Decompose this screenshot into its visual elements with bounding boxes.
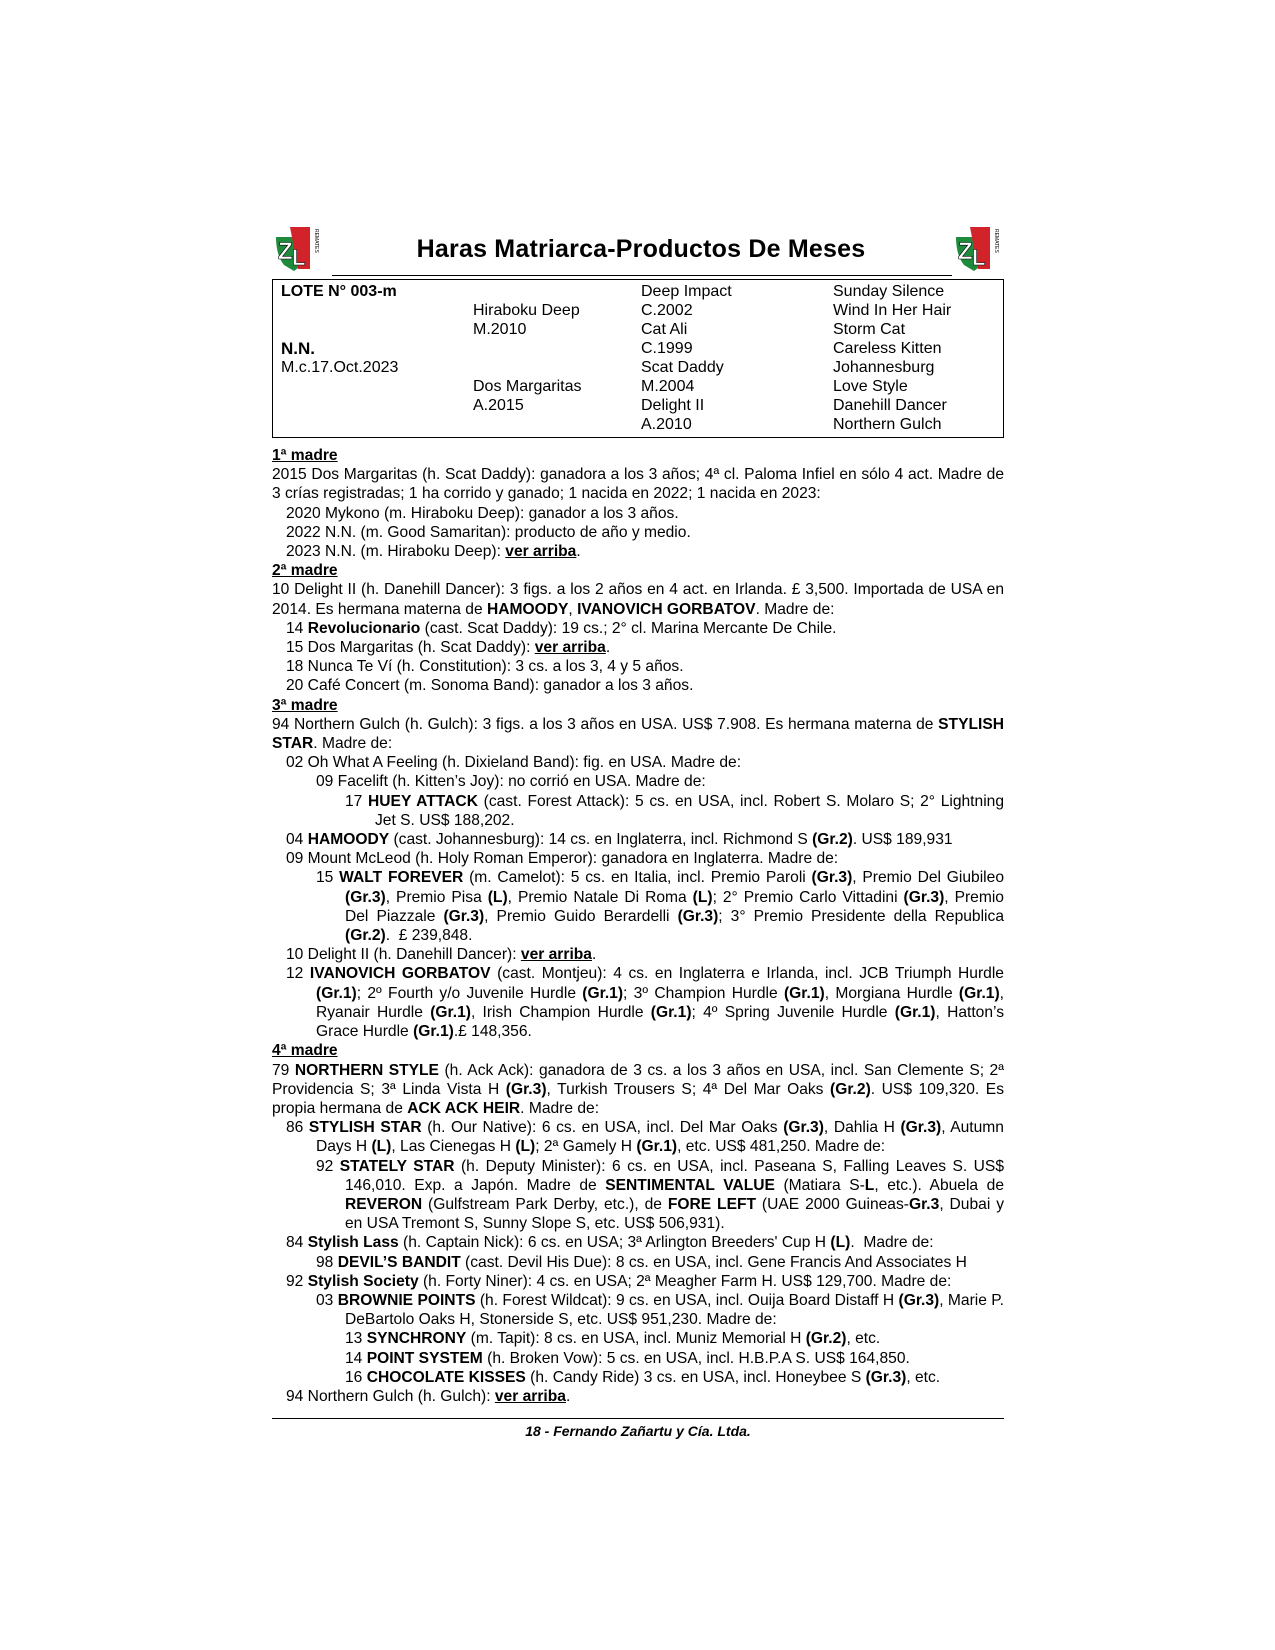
section-heading-4: 4ª madre (272, 1042, 338, 1060)
section-heading-2: 2ª madre (272, 562, 338, 580)
sire-info: M.2010 (473, 321, 527, 338)
pedigree-parents-column (473, 282, 581, 415)
list-item: 18 Nunca Te Ví (h. Constitution): 3 cs. a los 3, 4 y 5 años. (286, 658, 684, 676)
horse-name: N.N. (281, 339, 315, 358)
list-item: 14 Revolucionario (cast. Scat Daddy): 19 cs.; 2° cl. Marina Mercante De Chile. (286, 619, 837, 637)
list-item: 13 SYNCHRONY (m. Tapit): 8 cs. en USA, incl. Muniz Memorial H (Gr.2), etc. (345, 1330, 881, 1348)
list-item: 84 Stylish Lass (h. Captain Nick): 6 cs. en USA; 3ª Arlington Breeders' Cup H (L). Madre de: (286, 1234, 934, 1252)
sire-name: Hiraboku Deep (473, 302, 580, 319)
dam-info: A.2015 (473, 397, 524, 414)
zl-remates-logo (272, 225, 324, 273)
list-item: 16 CHOCOLATE KISSES (h. Candy Ride) 3 cs. en USA, incl. Honeybee S (Gr.3), etc. (345, 1368, 941, 1386)
section-heading-3: 3ª madre (272, 696, 338, 714)
lot-number: LOTE N° 003-m (281, 283, 397, 300)
ggp-4: Careless Kitten (833, 340, 942, 357)
grandsire-1: Deep Impact (641, 283, 732, 300)
list-item: 2020 Mykono (m. Hiraboku Deep): ganador a los 3 años. (286, 504, 679, 522)
list-item: 09 Mount McLeod (h. Holy Roman Emperor): ganadora en Inglaterra. Madre de: (286, 850, 839, 868)
ver-arriba-link[interactable]: ver arriba (494, 1387, 566, 1405)
list-item: 94 Northern Gulch (h. Gulch): ver arriba. (286, 1387, 571, 1405)
list-item: 04 HAMOODY (cast. Johannesburg): 14 cs. en Inglaterra, incl. Richmond S (Gr.2). US$ 189,931 (286, 831, 953, 849)
grandsire-2-info: M.2004 (641, 378, 695, 395)
svg-text:REMATES: REMATES (993, 229, 999, 253)
page-footer: 18 - Fernando Zañartu y Cía. Ltda. (525, 1423, 751, 1440)
footer-divider (272, 1418, 1004, 1419)
list-item: 92 STATELY STAR (h. Deputy Minister): 6 cs. en USA, incl. Paseana S, Falling Leaves S. US$ 146,010. Exp. a Japón. Madre de SENTIMENTAL VALUE (Matiara S-L, etc.). Abuela de REVERON (Gulfstream Park Derby, etc.), de FORE LEFT (UAE 2000 Guineas-Gr.3, Dubai y en USA Tremont S, Sunny Slope S, etc. US$ 506,931). (316, 1157, 1004, 1233)
grandsire-2: Scat Daddy (641, 359, 724, 376)
svg-text:REMATES: REMATES (313, 229, 319, 253)
list-item: 09 Facelift (h. Kitten’s Joy): no corrió en USA. Madre de: (316, 773, 706, 791)
granddam-2-info: A.2010 (641, 416, 692, 433)
list-item: 14 POINT SYSTEM (h. Broken Vow): 5 cs. en USA, incl. H.B.P.A S. US$ 164,850. (345, 1349, 910, 1367)
grandsire-1-info: C.2002 (641, 302, 693, 319)
ggp-5: Johannesburg (833, 359, 935, 376)
granddam-2: Delight II (641, 397, 705, 414)
page-title: Haras Matriarca-Productos De Meses (416, 235, 866, 263)
ver-arriba-link[interactable]: ver arriba (505, 543, 577, 561)
dam-name: Dos Margaritas (473, 378, 582, 395)
pedigree-box (272, 279, 1004, 438)
list-item: 2022 N.N. (m. Good Samaritan): producto de año y medio. (286, 523, 691, 541)
horse-info: M.c.17.Oct.2023 (281, 359, 399, 376)
pedigree-grandparents-column (641, 282, 732, 434)
list-item: 03 BROWNIE POINTS (h. Forest Wildcat): 9 cs. en USA, incl. Ouija Board Distaff H (Gr.3), Marie P. DeBartolo Oaks H, Stonerside S, etc. US$ 951,230. Madre de: (316, 1291, 1005, 1329)
granddam-1: Cat Ali (641, 321, 688, 338)
svg-text:Z: Z (278, 238, 293, 265)
pedigree-horse-column (281, 282, 398, 377)
granddam-1-info: C.1999 (641, 340, 693, 357)
list-item: 20 Café Concert (m. Sonoma Band): ganador a los 3 años. (286, 677, 694, 695)
svg-text:L: L (972, 245, 986, 270)
ggp-2: Wind In Her Hair (833, 302, 952, 319)
ggp-8: Northern Gulch (833, 416, 942, 433)
list-item: 92 Stylish Society (h. Forty Niner): 4 cs. en USA; 2ª Meagher Farm H. US$ 129,700. Madre de: (286, 1272, 952, 1290)
ggp-7: Danehill Dancer (833, 397, 947, 414)
dam-line-text (272, 446, 1004, 1406)
paragraph: 79 NORTHERN STYLE (h. Ack Ack): ganadora de 3 cs. a los 3 años en USA, incl. San Clemente S; 2ª Providencia S; 3ª Linda Vista H (Gr.3), Turkish Trousers S; 4ª Del Mar Oaks (Gr.2). US$ 109,320. Es propia hermana de ACK ACK HEIR. Madre de: (272, 1061, 1004, 1117)
zl-remates-logo-right (952, 225, 1004, 273)
list-item: 15 WALT FOREVER (m. Camelot): 5 cs. en Italia, incl. Premio Paroli (Gr.3), Premio Del Giubileo (Gr.3), Premio Pisa (L), Premio Natale Di Roma (L); 2° Premio Carlo Vittadini (Gr.3), Premio Del Piazzale (Gr.3), Premio Guido Berardelli (Gr.3); 3° Premio Presidente della Republica (Gr.2). £ 239,848. (316, 869, 1004, 945)
list-item: 98 DEVIL’S BANDIT (cast. Devil His Due): 8 cs. en USA, incl. Gene Francis And Associates H (316, 1253, 967, 1271)
ggp-1: Sunday Silence (833, 283, 945, 300)
catalog-page (272, 225, 1004, 1439)
list-item: 02 Oh What A Feeling (h. Dixieland Band): fig. en USA. Madre de: (286, 754, 742, 772)
ver-arriba-link[interactable]: ver arriba (520, 946, 592, 964)
list-item: 2023 N.N. (m. Hiraboku Deep): ver arriba. (286, 543, 581, 561)
ver-arriba-link[interactable]: ver arriba (534, 639, 606, 657)
list-item: 86 STYLISH STAR (h. Our Native): 6 cs. en USA, incl. Del Mar Oaks (Gr.3), Dahlia H (Gr.3), Autumn Days H (L), Las Cienegas H (L); 2ª Gamely H (Gr.1), etc. US$ 481,250. Madre de: (286, 1119, 1004, 1156)
svg-text:L: L (292, 245, 306, 270)
page-header (272, 225, 1004, 277)
pedigree-great-grandparents-column (833, 282, 951, 434)
svg-text:Z: Z (958, 238, 973, 265)
paragraph: 10 Delight II (h. Danehill Dancer): 3 figs. a los 2 años en 4 act. en Irlanda. £ 3,500. Importada de USA en 2014. Es hermana materna de HAMOODY, IVANOVICH GORBATOV. Madre de: (272, 581, 1004, 618)
list-item: 10 Delight II (h. Danehill Dancer): ver arriba. (286, 946, 597, 964)
list-item: 17 HUEY ATTACK (cast. Forest Attack): 5 cs. en USA, incl. Robert S. Molaro S; 2° Lightning Jet S. US$ 188,202. (345, 792, 1004, 829)
list-item: 12 IVANOVICH GORBATOV (cast. Montjeu): 4 cs. en Inglaterra e Irlanda, incl. JCB Triumph Hurdle (Gr.1); 2º Fourth y/o Juvenile Hurdle (Gr.1); 3º Champion Hurdle (Gr.1), Morgiana Hurdle (Gr.1), Ryanair Hurdle (Gr.1), Irish Champion Hurdle (Gr.1); 4º Spring Juvenile Hurdle (Gr.1), Hatton’s Grace Hurdle (Gr.1).£ 148,356. (286, 965, 1004, 1041)
title-underline (332, 275, 952, 276)
section-heading-1: 1ª madre (272, 447, 338, 464)
ggp-6: Love Style (833, 378, 908, 395)
ggp-3: Storm Cat (833, 321, 906, 338)
paragraph: 94 Northern Gulch (h. Gulch): 3 figs. a los 3 años en USA. US$ 7.908. Es hermana materna de STYLISH STAR. Madre de: (272, 715, 1004, 753)
paragraph: 2015 Dos Margaritas (h. Scat Daddy): ganadora a los 3 años; 4ª cl. Paloma Infiel en sólo 4 act. Madre de 3 crías registradas; 1 ha corrido y ganado; 1 nacida en 2022; 1 nacida en 2023: (272, 466, 1004, 503)
list-item: 15 Dos Margaritas (h. Scat Daddy): ver arriba. (286, 639, 611, 657)
